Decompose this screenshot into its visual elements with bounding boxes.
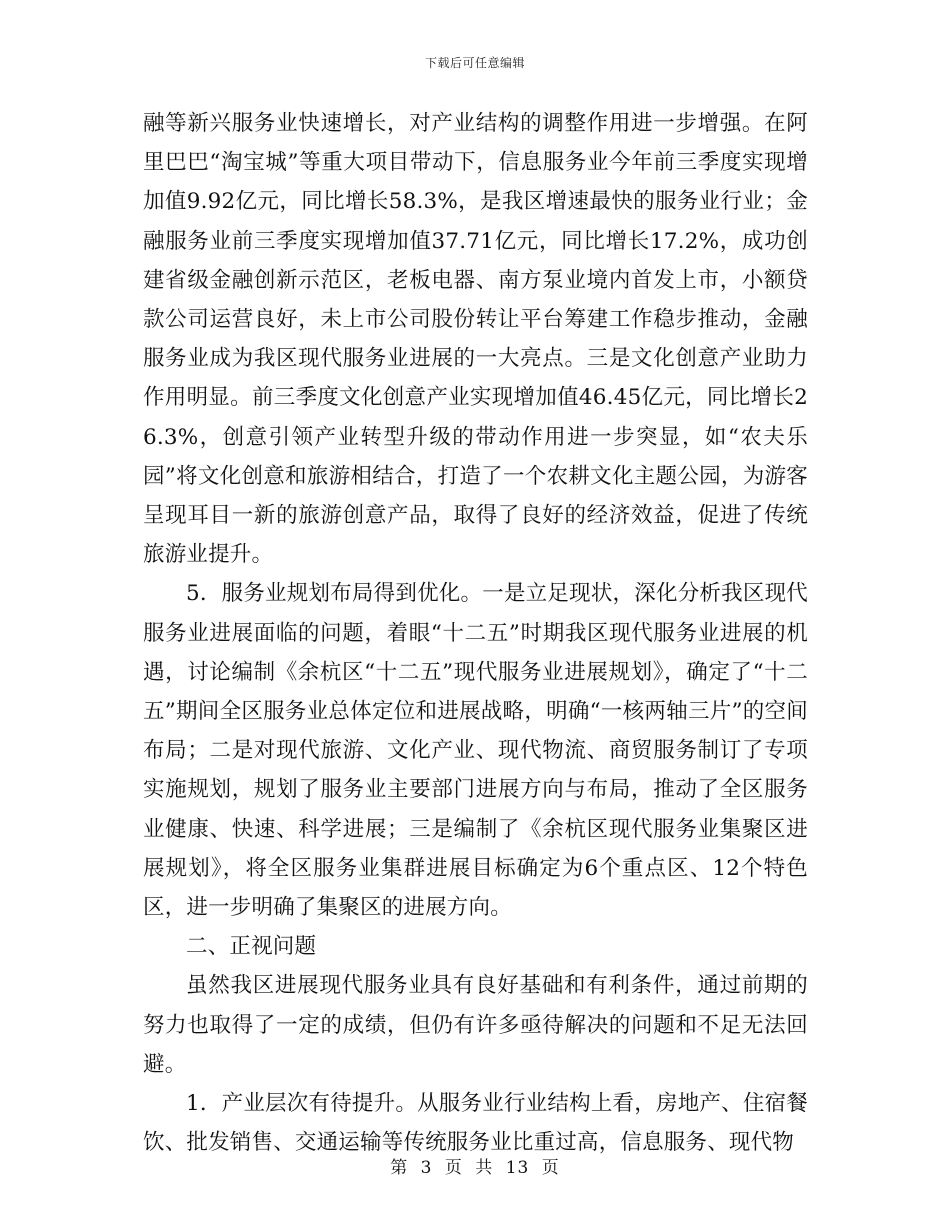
document-body	[143, 104, 808, 1162]
section-heading-face-problems: 二、正视问题	[186, 934, 317, 960]
paragraph-problems-intro: 虽然我区进展现代服务业具有良好基础和有利条件，通过前期的努力也取得了一定的成绩，但仍有许多亟待解决的问题和不足无法回避。	[143, 973, 808, 1077]
page-header-note: 下载后可任意编辑	[424, 56, 525, 70]
paragraph-planning-layout: 5．服务业规划布局得到优化。一是立足现状，深化分析我区现代服务业进展面临的问题，着眼“十二五”时期我区现代服务业进展的机遇，讨论编制《余杭区“十二五”现代服务业进展规划》，确定了“十二五”期间全区服务业总体定位和进展战略，明确“一核两轴三片”的空间布局；二是对现代旅游、文化产业、现代物流、商贸服务制订了专项实施规划，规划了服务业主要部门进展方向与布局，推动了全区服务业健康、快速、科学进展；三是编制了《余杭区现代服务业集聚区进展规划》，将全区服务业集群进展目标确定为6个重点区、12个特色区，进一步明确了集聚区的进展方向。	[143, 581, 808, 921]
page-number-footer: 第 3 页 共 13 页	[390, 1158, 560, 1178]
paragraph-continued-financial-services: 融等新兴服务业快速增长，对产业结构的调整作用进一步增强。在阿里巴巴“淘宝城”等重大项目带动下，信息服务业今年前三季度实现增加值9.92亿元，同比增长58.3%，是我区增速最快的服务业行业；金融服务业前三季度实现增加值37.71亿元，同比增长17.2%，成功创建省级金融创新示范区，老板电器、南方泵业境内首发上市，小额贷款公司运营良好，未上市公司股份转让平台筹建工作稳步推动，金融服务业成为我区现代服务业进展的一大亮点。三是文化创意产业助力作用明显。前三季度文化创意产业实现增加值46.45亿元，同比增长26.3%，创意引领产业转型升级的带动作用进一步突显，如“农夫乐园”将文化创意和旅游相结合，打造了一个农耕文化主题公园，为游客呈现耳目一新的旅游创意产品，取得了良好的经济效益，促进了传统旅游业提升。	[143, 111, 808, 568]
paragraph-industry-level: 1．产业层次有待提升。从服务业行业结构上看，房地产、住宿餐饮、批发销售、交通运输等传统服务业比重过高，信息服务、现代物	[143, 1091, 808, 1156]
